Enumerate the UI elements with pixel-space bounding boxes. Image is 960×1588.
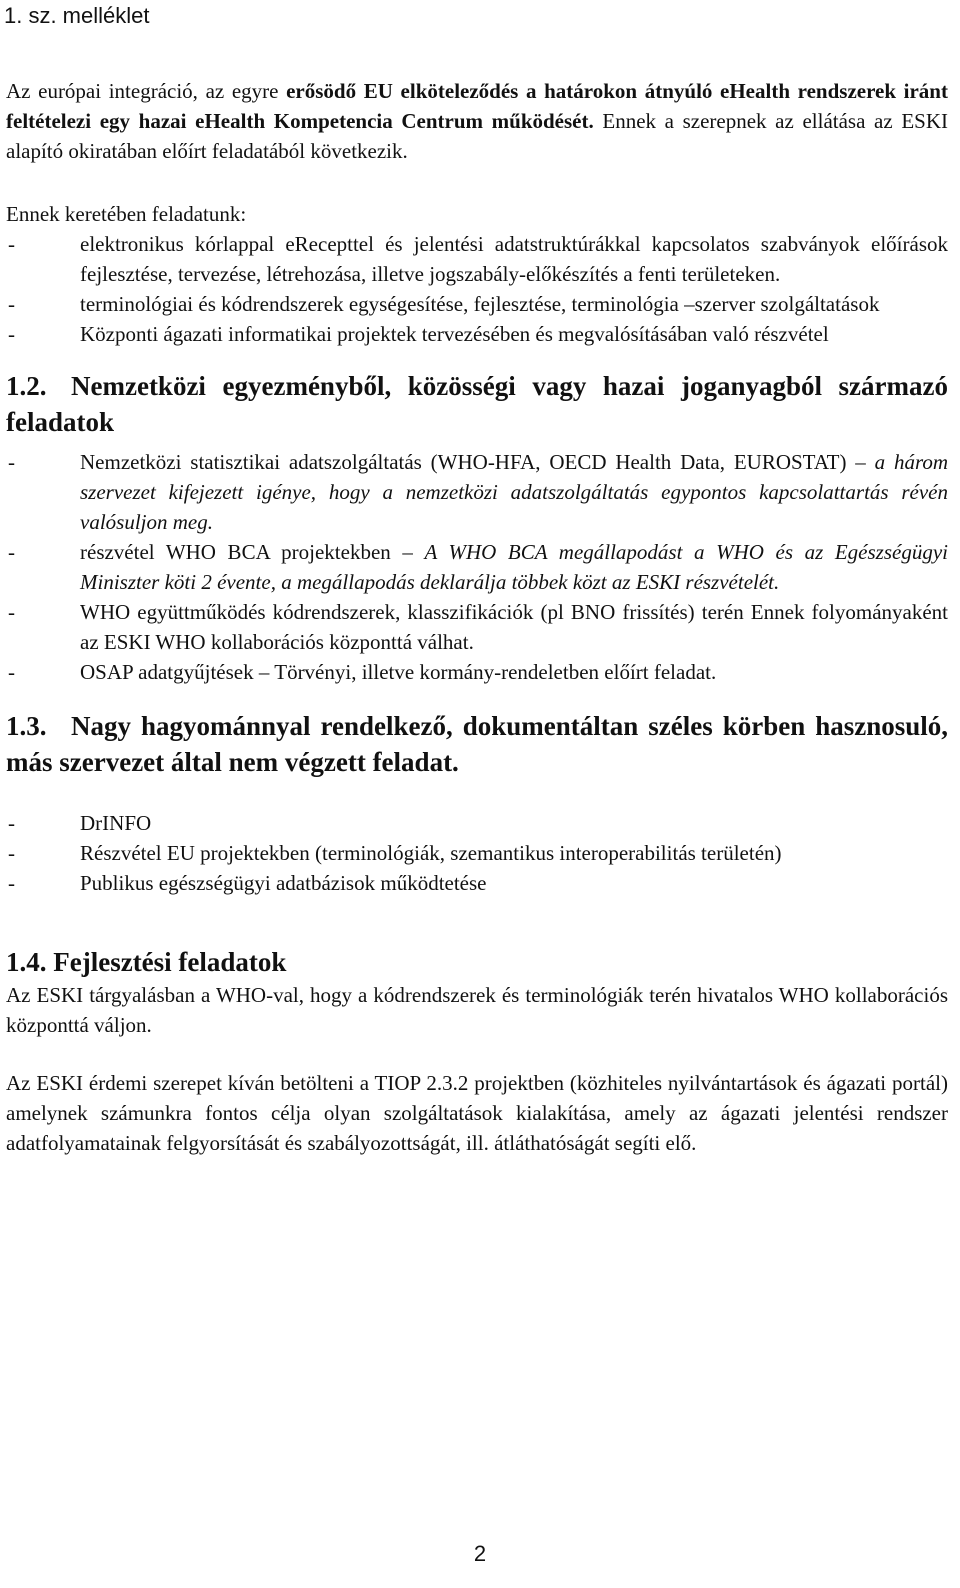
list-item: - WHO együttműködés kódrendszerek, klasszifikációk (pl BNO frissítés) terén Ennek folyományaként az ESKI WHO kollaborációs központtá válhat. xyxy=(6,597,948,657)
document-body xyxy=(6,76,948,1158)
list-item: - elektronikus kórlappal eRecepttel és jelentési adatstruktúrákkal kapcsolatos szabványok előírások fejlesztése, tervezése, létrehozása, illetve jogszabály-előkészítés a fenti területeken. xyxy=(6,229,948,289)
section-heading-1-2: 1.2. Nemzetközi egyezményből, közösségi vagy hazai joganyagból származó feladatok xyxy=(6,371,948,437)
list-item: - terminológiai és kódrendszerek egységesítése, fejlesztése, terminológia –szerver szolgáltatások xyxy=(6,289,948,319)
section-heading-1-3: 1.3. Nagy hagyománnyal rendelkező, dokumentáltan széles körben hasznosuló, más szervezet által nem végzett feladat. xyxy=(6,711,948,777)
section-1-3-list xyxy=(6,808,948,898)
list-item: - Nemzetközi statisztikai adatszolgáltatás (WHO-HFA, OECD Health Data, EUROSTAT) – a három szervezet kifejezett igénye, hogy a nemzetközi adatszolgáltatás egypontos kapcsolattartás révén valósuljon meg. xyxy=(6,447,948,537)
section-1-4-paragraph-2: Az ESKI érdemi szerepet kíván betölteni a TIOP 2.3.2 projektben (közhiteles nyilvántartások és ágazati portál) amelynek számunkra fontos célja olyan szolgáltatások kialakítása, amely az ágazati jelentési rendszer adatfolyamatainak felgyorsítását és szabályozottságát, ill. átláthatóságát segíti elő. xyxy=(6,1071,948,1155)
list-item: - Központi ágazati informatikai projektek tervezésében és megvalósításában való részvétel xyxy=(6,319,948,349)
intro-emphasis: erősödő EU elköteleződés a határokon átnyúló eHealth rendszerek iránt feltételezi egy hazai eHealth Kompetencia Centrum működését. xyxy=(6,79,948,133)
list-item: - DrINFO xyxy=(6,808,948,838)
list-item: - OSAP adatgyűjtések – Törvényi, illetve kormány-rendeletben előírt feladat. xyxy=(6,657,948,687)
document-header: 1. sz. melléklet xyxy=(4,3,150,28)
list-item: - Publikus egészségügyi adatbázisok működtetése xyxy=(6,868,948,898)
intro-lead: Ennek keretében feladatunk: xyxy=(6,202,247,226)
intro-paragraph: Az európai integráció, az egyre erősödő EU elköteleződés a határokon átnyúló eHealth rendszerek iránt feltételezi egy hazai eHealth Kompetencia Centrum működését. Ennek a szerepnek az ellátása az ESKI alapító okiratában előírt feladatából következik. xyxy=(6,79,948,163)
list-item: - részvétel WHO BCA projektekben – A WHO BCA megállapodást a WHO és az Egészségügyi Miniszter köti 2 évente, a megállapodás deklarálja többek közt az ESKI részvételét. xyxy=(6,537,948,597)
section-heading-1-4: 1.4. Fejlesztési feladatok xyxy=(6,947,287,977)
list-item: - Részvétel EU projektekben (terminológiák, szemantikus interoperabilitás területén) xyxy=(6,838,948,868)
section-1-4-paragraph-1: Az ESKI tárgyalásban a WHO-val, hogy a kódrendszerek és terminológiák terén hivatalos WHO kollaborációs központtá váljon. xyxy=(6,983,948,1037)
task-list xyxy=(6,229,948,349)
page-number: 2 xyxy=(473,1541,487,1566)
section-1-2-list xyxy=(6,447,948,687)
